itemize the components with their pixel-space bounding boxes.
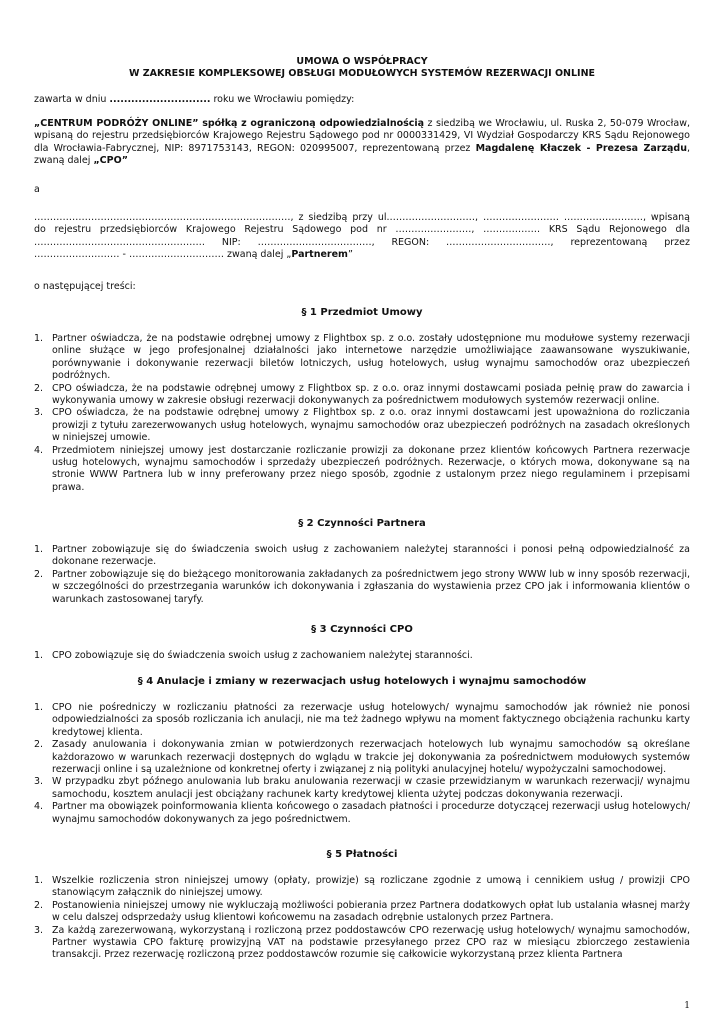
item-text: Postanowienia niniejszej umowy nie wykluczają możliwości pobierania przez Partnera dodatkowych opłat lub ustalania własnej marży w celu dalszej odsprzedaży usług klientowi końcowemu na zasadach odrębnie ustalonych przez Partnera. bbox=[52, 899, 690, 924]
section-2-item bbox=[34, 544, 690, 569]
intro-date-text-end: roku we Wrocławiu pomiędzy: bbox=[210, 94, 355, 105]
item-text: Partner zobowiązuje się do bieżącego monitorowania zakładanych za pośrednictwem jego strony WWW lub w inny sposób rezerwacji, w szczególności do przestrzegania warunków ich dokonywania i zgłaszania do wystawienia przez CPO jak i informowania klientów o warunkach zastosowanej taryfy. bbox=[52, 568, 690, 605]
section-1-list bbox=[34, 333, 690, 494]
item-text: Przedmiotem niniejszej umowy jest dostarczanie rozliczanie prowizji za dokonane przez klientów końcowych Partnera rezerwacje usług hotelowych, wynajmu samochodów i sprzedaży ubezpieczeń podróżnych. Rezerwacje, o których mowa, dokonywane są na stronie WWW Partnera lub w inny preferowany przez niego sposób, zgodnie z ustalonym przez niego regulaminem i przepisami prawa. bbox=[52, 444, 690, 493]
page-number: 1 bbox=[684, 1001, 690, 1011]
conjunction-a: a bbox=[34, 184, 40, 195]
party-cpo-representative: Magdalenę Kłaczek - Prezesa Zarządu bbox=[475, 142, 687, 154]
section-2-list bbox=[34, 544, 690, 606]
item-number: 2. bbox=[34, 899, 44, 911]
section-5-item bbox=[34, 925, 690, 962]
section-5-heading: § 5 Płatności bbox=[326, 849, 398, 860]
party-cpo-paragraph bbox=[34, 118, 690, 168]
item-text: CPO oświadcza, że na podstawie odrębnej umowy z Flightbox sp. z o.o. oraz innymi dostawcami posiada pełnię praw do zawarcia i wykonywania umowy w zakresie obsługi rezerwacji dokonywanych za pośrednictwem modułowych systemów rezerwacji online. bbox=[52, 382, 690, 407]
party-partner-paragraph bbox=[34, 212, 690, 262]
party-cpo-alias-text: , zwaną dalej bbox=[34, 142, 690, 167]
section-4-item bbox=[34, 776, 690, 801]
item-number: 2. bbox=[34, 382, 44, 394]
section-1-heading: § 1 Przedmiot Umowy bbox=[301, 307, 423, 318]
intro-date-text: zawarta w dniu bbox=[34, 94, 110, 105]
section-4-item bbox=[34, 702, 690, 739]
document-title-line-1: UMOWA O WSPÓŁPRACY bbox=[296, 56, 428, 67]
section-1-item bbox=[34, 407, 690, 444]
item-text: CPO zobowiązuje się do świadczenia swoich usług z zachowaniem należytej staranności. bbox=[52, 650, 473, 661]
section-4-item bbox=[34, 739, 690, 776]
intro-date-blank: ............................ bbox=[109, 94, 211, 105]
document-title-line-2: W ZAKRESIE KOMPLEKSOWEJ OBSŁUGI MODUŁOWYCH SYSTEMÓW REZERWACJI ONLINE bbox=[128, 68, 596, 79]
section-4-list bbox=[34, 702, 690, 826]
section-5-item bbox=[34, 875, 690, 900]
section-1-item bbox=[34, 445, 690, 495]
party-cpo-alias: „CPO” bbox=[93, 155, 128, 167]
party-partner-alias-close: ” bbox=[347, 249, 353, 261]
item-number: 4. bbox=[34, 801, 44, 813]
item-number: 1. bbox=[34, 544, 44, 555]
item-text: Za każdą zarezerwowaną, wykorzystaną i rozliczoną przez poddostawców CPO rezerwację usług hotelowych/ wynajmu samochodów, Partner wystawia CPO fakturę prowizyjną VAT na podstawie przesyłanego przez CPO raz w miesiącu zbiorczego zestawienia transakcji. Przez rezerwację rozliczoną przez poddostawców rozumie się całkowicie wykorzystaną przez klienta Partnera bbox=[52, 924, 690, 961]
section-3-heading: § 3 Czynności CPO bbox=[311, 624, 413, 635]
party-partner-alias: Partnerem bbox=[291, 249, 348, 261]
section-1-item bbox=[34, 383, 690, 408]
party-cpo-name: „CENTRUM PODRÓŻY ONLINE” spółką z ograniczoną odpowiedzialnością bbox=[34, 118, 425, 129]
item-text: Partner zobowiązuje się do świadczenia swoich usług z zachowaniem należytej staranności i ponosi pełną odpowiedzialność za dokonane rezerwacje. bbox=[52, 544, 690, 568]
item-number: 2. bbox=[34, 739, 44, 751]
item-number: 3. bbox=[34, 407, 44, 419]
section-2-item bbox=[34, 569, 690, 606]
item-text: CPO oświadcza, że na podstawie odrębnej umowy z Flightbox sp. z o.o. oraz innymi dostawcami jest upoważniona do rozliczania prowizji z tytułu zarezerwowanych usług hotelowych, wynajmu samochodów oraz ubezpieczeń podróżnych na zasadach określonych w niniejszej umowie. bbox=[52, 407, 690, 444]
item-text: Zasady anulowania i dokonywania zmian w potwierdzonych rezerwacjach hotelowych lub wynajmu samochodów są określane każdorazowo w warunkach rezerwacji dostępnych do wglądu w trakcie jej dokonywania za pośrednictwem modułowych systemów rezerwacji online i są uzależnione od konkretnej oferty i związanej z nią polityki anulacyjnej hotelu/ wypożyczalni samochodowej. bbox=[52, 739, 690, 776]
item-number: 1. bbox=[34, 875, 44, 886]
item-number: 4. bbox=[34, 444, 44, 456]
section-4-item bbox=[34, 801, 690, 826]
item-text: Partner oświadcza, że na podstawie odrębnej umowy z Flightbox sp. z o.o. zostały udostępnione mu modułowe systemy rezerwacji online służące w jego profesjonalnej działalności jako internetowe narzędzie umożliwiające zaawansowane wyszukiwanie, porównywanie i dokonywanie rezerwacji biletów lotniczych, usług hotelowych, usług wynajmu samochodów oraz ubezpieczeń podróżnych. bbox=[52, 333, 690, 382]
preamble-closing: o następującej treści: bbox=[34, 281, 136, 292]
section-4-heading: § 4 Anulacje i zmiany w rezerwacjach usług hotelowych i wynajmu samochodów bbox=[137, 676, 587, 687]
item-text: W przypadku zbyt późnego anulowania lub braku anulowania rezerwacji w czasie przewidzianym w warunkach rezerwacji/ wynajmu samochodu, kosztem anulacji jest obciążany rachunek karty kredytowej klienta użytej podczas dokonywania rezerwacji. bbox=[52, 776, 690, 800]
intro-date-line bbox=[34, 94, 690, 106]
item-number: 1. bbox=[34, 650, 44, 661]
section-5-item bbox=[34, 900, 690, 925]
section-2-heading: § 2 Czynności Partnera bbox=[298, 518, 426, 529]
item-text: CPO nie pośredniczy w rozliczaniu płatności za rezerwacje usług hotelowych/ wynajmu samochodów jak również nie ponosi odpowiedzialności za sposób rozliczania ich anulacji, nie ma też żadnego wpływu na moment faktycznego obciążenia rachunku karty kredytowej klienta. bbox=[52, 702, 690, 738]
section-5-list bbox=[34, 875, 690, 962]
section-3-item bbox=[34, 650, 690, 662]
item-number: 1. bbox=[34, 702, 44, 713]
party-partner-details: ………………………………………………………………………, z siedzibą przy ul.………………………, …………………… ……………………., wpisaną do rejestru przedsiębiorców Krajowego Rejestru Sądowego pod nr ……………………, ……………… KRS Sądu Rejonowego dla ……………………………………………… NIP: ………………………………, REGON: ……………………………, reprezentowaną przez ……………………… - ………………………… zwaną dalej „ bbox=[34, 212, 690, 261]
section-3-list bbox=[34, 650, 690, 662]
item-text: Partner ma obowiązek poinformowania klienta końcowego o zasadach płatności i procedurze dotyczącej rezerwacji usług hotelowych/ wynajmu samochodów dokonywanych za jego pośrednictwem. bbox=[52, 801, 690, 825]
item-number: 3. bbox=[34, 924, 44, 936]
party-cpo-details: z siedzibą we Wrocławiu, ul. Ruska 2, 50-079 Wrocław, wpisaną do rejestru przedsiębiorców Krajowego Rejestru Sądowego pod nr 0000331429, VI Wydział Gospodarczy KRS Sądu Rejonowego dla Wrocławia-Fabrycznej, NIP: 8971753143, REGON: 020995007, reprezentowaną przez bbox=[34, 118, 690, 154]
item-text: Wszelkie rozliczenia stron niniejszej umowy (opłaty, prowizje) są rozliczane zgodnie z umową i cennikiem usług / prowizji CPO stanowiącym załącznik do niniejszej umowy. bbox=[52, 875, 690, 899]
section-1-item bbox=[34, 333, 690, 383]
item-number: 2. bbox=[34, 568, 44, 580]
item-number: 1. bbox=[34, 333, 44, 344]
item-number: 3. bbox=[34, 776, 44, 788]
